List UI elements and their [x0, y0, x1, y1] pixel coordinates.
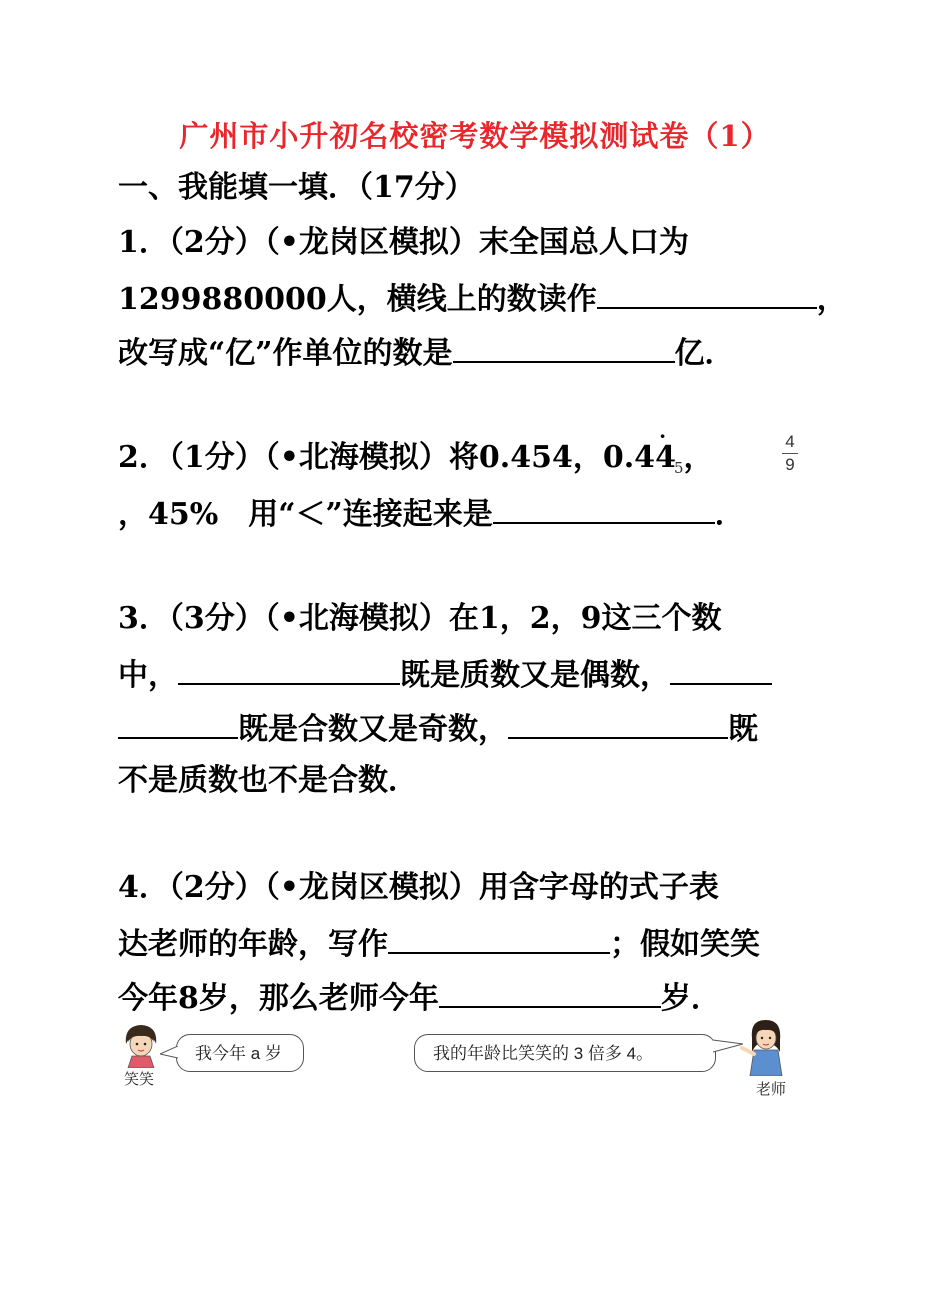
- q1-line3: [118, 331, 735, 374]
- q2-repeating-digit: 4 ·: [655, 438, 676, 478]
- fraction-bar: [782, 453, 798, 454]
- q1-comma: ，: [816, 282, 847, 317]
- q1-line2: [118, 277, 847, 320]
- teacher-caption: 老师: [756, 1081, 787, 1098]
- q3-text-3: 既是合数又是奇数，: [238, 712, 508, 747]
- q2-repeating-digit-2: 5: [673, 459, 684, 477]
- q1-answer-blank-2[interactable]: [453, 331, 675, 363]
- fraction-numerator: 4: [785, 432, 795, 451]
- teacher-speech-text: 我的年龄比笑笑的 3 倍多 4。: [433, 1044, 654, 1063]
- q4-answer-blank-1[interactable]: [388, 922, 610, 954]
- q4-line1: 4．（2分）（•龙岗区模拟）用含字母的式子表: [118, 870, 719, 905]
- q4-text-3: 今年8岁，那么老师今年: [118, 981, 439, 1016]
- page-title: 广州市小升初名校密考数学模拟测试卷（1）: [179, 119, 771, 153]
- teacher-speech-bubble: [414, 1034, 716, 1072]
- q3-text: 中，: [118, 658, 178, 693]
- section-heading: 一、我能填一填．（17分）: [118, 170, 475, 205]
- q3-answer-blank-2a[interactable]: [670, 653, 772, 685]
- q2-fraction: [780, 432, 800, 475]
- girl-speech-text: 我今年 a 岁: [195, 1044, 282, 1063]
- q2-line2: [118, 492, 745, 535]
- q1-line1: 1．（2分）（•龙岗区模拟）末全国总人口为: [118, 225, 689, 260]
- q4-text: 达老师的年龄，写作: [118, 927, 388, 962]
- q1-text: 1299880000人，横线上的数读作: [118, 282, 597, 317]
- q3-text-2: 既是质数又是偶数，: [400, 658, 670, 693]
- q4-text-4: 岁．: [660, 981, 721, 1016]
- q1-answer-blank-1[interactable]: [597, 277, 817, 309]
- q3-line2: [118, 653, 772, 696]
- q1-text-2: 改写成“亿”作单位的数是: [118, 336, 453, 371]
- q3-answer-blank-2b[interactable]: [118, 707, 238, 739]
- q3-answer-blank-3[interactable]: [508, 707, 728, 739]
- q4-line2: [118, 922, 760, 965]
- q3-line4: 不是质数也不是合数．: [118, 763, 418, 798]
- q2-period: ．: [714, 497, 745, 532]
- girl-speech-pointer: [160, 1046, 178, 1060]
- fraction-denominator: 9: [785, 455, 795, 474]
- q4-text-2: ；假如笑笑: [610, 927, 760, 962]
- q3-line1: 3．（3分）（•北海模拟）在1，2，9这三个数: [118, 601, 722, 636]
- girl-caption: 笑笑: [124, 1071, 155, 1088]
- q2-comma: ，: [683, 440, 714, 475]
- q4-answer-blank-2[interactable]: [439, 976, 661, 1008]
- girl-speech-bubble: [176, 1034, 304, 1072]
- q4-line3: [118, 976, 721, 1019]
- q3-answer-blank-1[interactable]: [178, 653, 400, 685]
- q2-text: 2．（1分）（•北海模拟）将0.454，0.4: [118, 440, 656, 475]
- q2-answer-blank[interactable]: [493, 492, 715, 524]
- q3-text-4: 既: [728, 712, 758, 747]
- q1-unit: 亿．: [674, 336, 735, 371]
- q3-line3: [118, 707, 758, 750]
- teacher-illustration: [736, 1018, 792, 1076]
- girl-illustration: [116, 1022, 166, 1068]
- q2-line1: [118, 438, 713, 488]
- q2-text-2: ，45% 用“＜”连接起来是: [118, 497, 493, 532]
